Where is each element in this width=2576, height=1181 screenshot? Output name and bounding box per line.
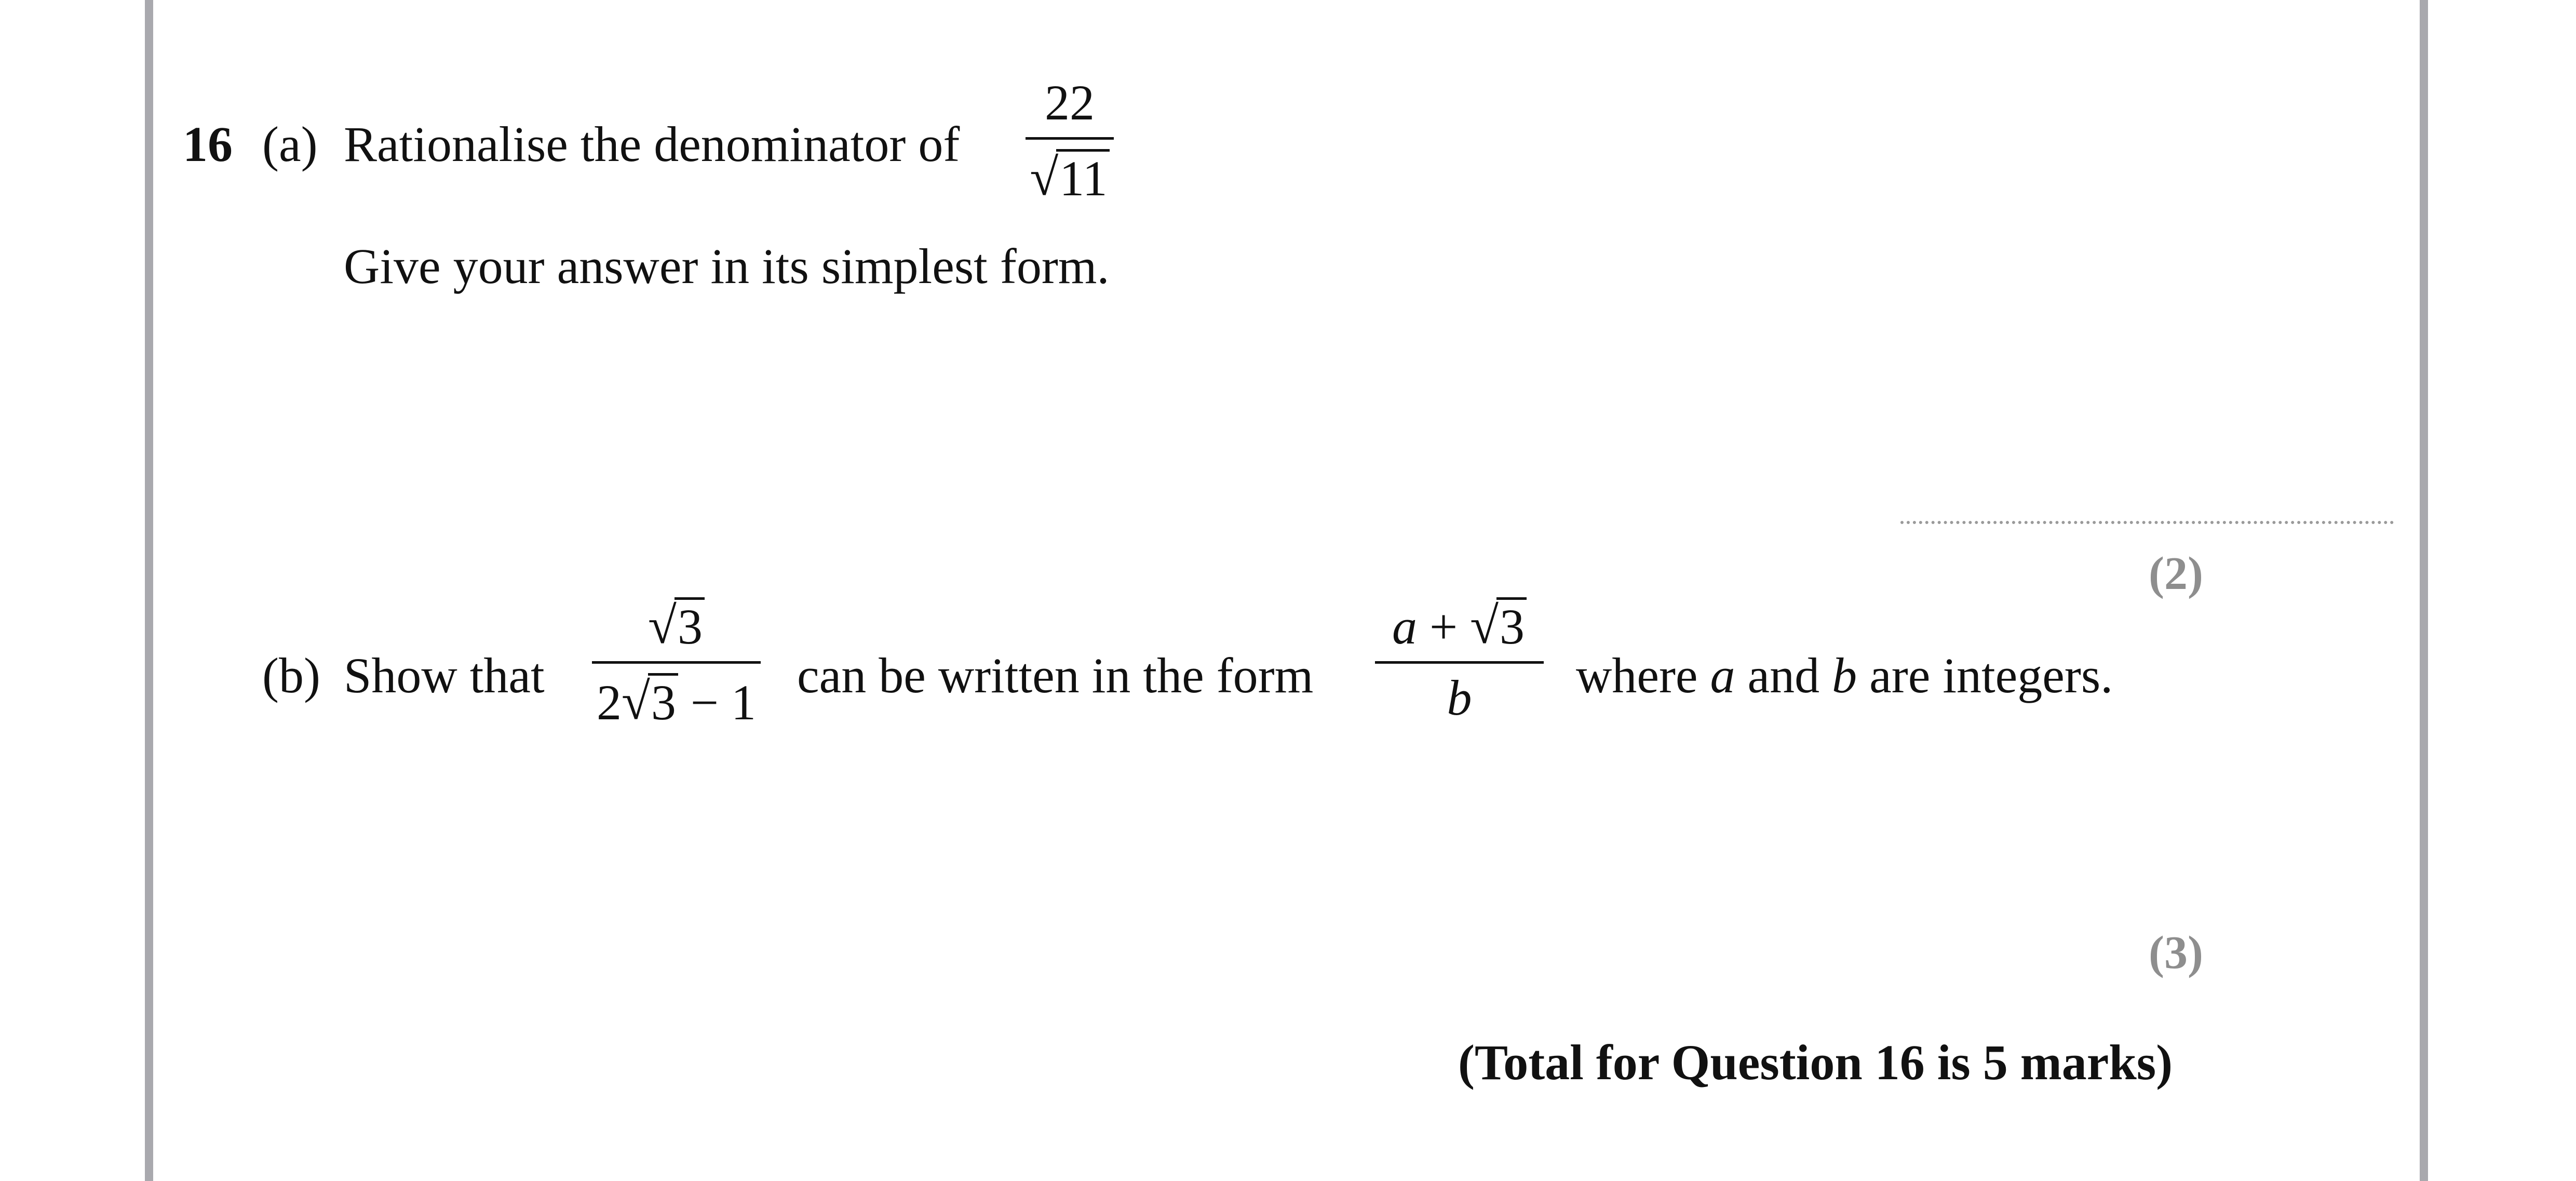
denominator-suffix: − 1: [678, 675, 757, 730]
page-border-left: [145, 0, 153, 1181]
radical-sign-icon: √: [1470, 597, 1499, 654]
prompt-end-text-1: where: [1576, 648, 1710, 703]
answer-line: [1900, 521, 2394, 524]
part-b-prompt-end: [1576, 648, 2113, 703]
denominator-coefficient: 2: [596, 675, 622, 730]
variable-b: b: [1832, 648, 1857, 703]
radical-sign-icon: √: [648, 597, 677, 654]
radical-sign-icon: √: [621, 673, 650, 730]
variable-b-denominator: b: [1447, 670, 1472, 726]
page-border-right: [2420, 0, 2428, 1181]
part-a-instruction: Give your answer in its simplest form.: [344, 238, 1110, 294]
fraction-denominator: [1030, 149, 1109, 204]
radicand: 11: [1056, 149, 1109, 204]
prompt-end-text-3: are integers.: [1857, 648, 2113, 703]
part-a-prompt: Rationalise the denominator of: [344, 116, 960, 172]
square-root: [622, 673, 678, 728]
fraction-bar: [592, 661, 761, 664]
fraction-bar: [1026, 137, 1114, 140]
fraction-denominator: [597, 673, 756, 728]
square-root: [1030, 149, 1109, 204]
square-root: [1470, 597, 1527, 652]
fraction-numerator: [1392, 597, 1527, 652]
fraction-numerator: 22: [1045, 75, 1095, 130]
plus-operator: +: [1417, 599, 1471, 654]
part-b-prompt-start: Show that: [344, 648, 545, 703]
part-b-fraction-2: [1375, 597, 1544, 726]
radicand: 3: [675, 597, 705, 652]
part-b-label: (b): [262, 648, 320, 703]
prompt-end-text-2: and: [1735, 648, 1832, 703]
variable-a: a: [1710, 648, 1735, 703]
fraction-numerator: [648, 597, 705, 652]
part-a-label: (a): [262, 116, 318, 172]
variable-a: a: [1392, 599, 1417, 654]
question-number: 16: [183, 116, 233, 172]
part-a-fraction: [1026, 75, 1114, 206]
fraction-bar: [1375, 661, 1544, 664]
radicand: 3: [1496, 597, 1527, 652]
total-marks: (Total for Question 16 is 5 marks): [1458, 1035, 2173, 1090]
part-b-marks: (3): [2149, 927, 2203, 978]
radicand: 3: [648, 673, 678, 728]
part-a-marks: (2): [2149, 548, 2203, 599]
part-b-prompt-middle: can be written in the form: [797, 648, 1314, 703]
part-b-fraction-1: [592, 597, 761, 728]
radical-sign-icon: √: [1030, 149, 1059, 206]
square-root: [648, 597, 705, 652]
